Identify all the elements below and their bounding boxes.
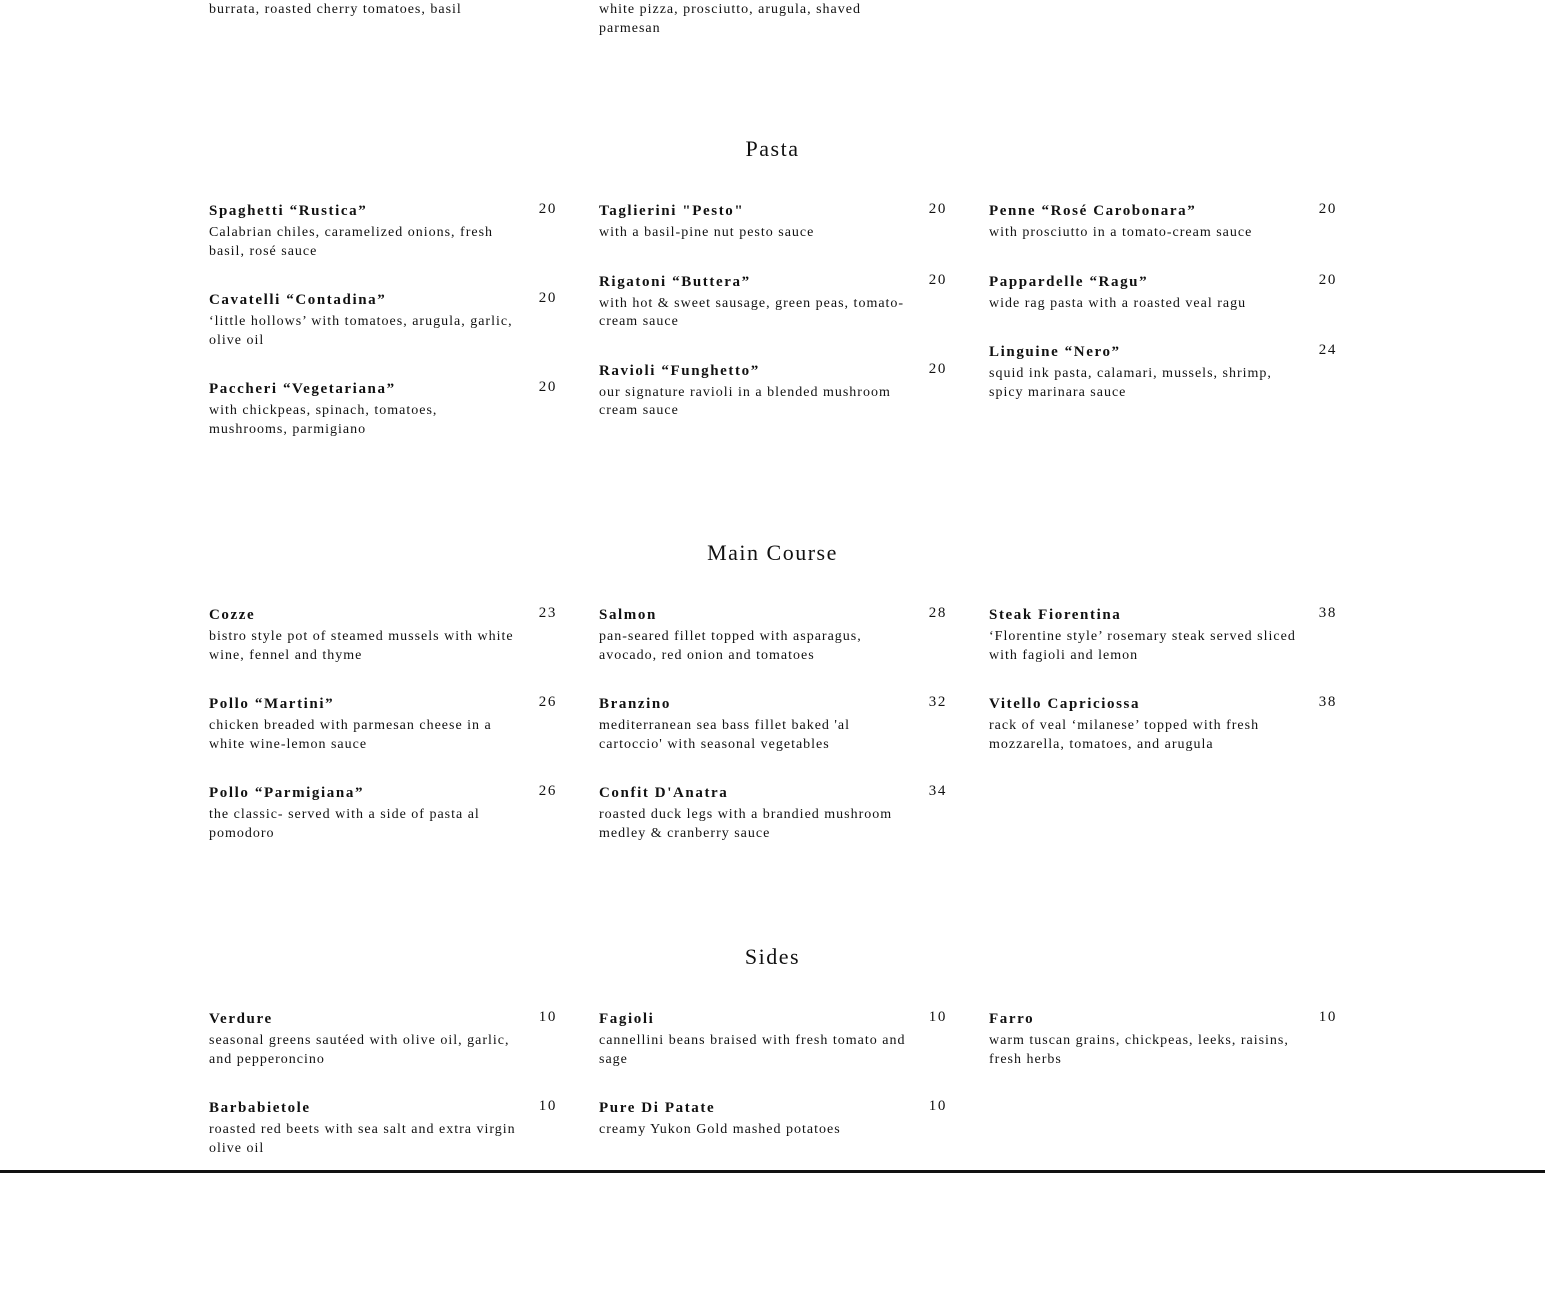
- item-name: Paccheri “Vegetariana”: [209, 381, 396, 397]
- menu-item: [599, 605, 947, 665]
- item-description: mediterranean sea bass fillet baked 'al cartoccio' with seasonal vegetables: [599, 718, 851, 752]
- menu-column: [209, 605, 557, 843]
- item-price: 20: [1318, 201, 1337, 217]
- item-description: with hot & sweet sausage, green peas, tomato-cream sauce: [599, 295, 905, 329]
- item-name: Pure Di Patate: [599, 1100, 716, 1116]
- item-name: Penne “Rosé Carobonara”: [989, 203, 1197, 219]
- item-description: our signature ravioli in a blended mushroom cream sauce: [599, 384, 891, 418]
- menu-item: [989, 1009, 1337, 1069]
- item-description: squid ink pasta, calamari, mussels, shrimp, spicy marinara sauce: [989, 366, 1272, 400]
- item-name: Spaghetti “Rustica”: [209, 203, 368, 219]
- item-price: 20: [928, 360, 947, 377]
- menu-column: [599, 605, 947, 843]
- item-name: Linguine “Nero”: [989, 344, 1121, 360]
- menu-item: [209, 290, 557, 350]
- menu-item: [989, 272, 1337, 314]
- item-price: 20: [1318, 271, 1337, 288]
- item-description: cannellini beans braised with fresh tomato and sage: [599, 1033, 906, 1067]
- item-price: 10: [538, 1098, 557, 1114]
- item-name: Farro: [989, 1011, 1035, 1027]
- item-name: Fagioli: [599, 1011, 655, 1027]
- menu-item: [599, 783, 947, 843]
- item-price: 10: [928, 1098, 947, 1114]
- menu-item: [209, 783, 557, 843]
- item-name: Barbabietole: [209, 1100, 311, 1116]
- item-description: roasted duck legs with a brandied mushroom medley & cranberry sauce: [599, 807, 893, 841]
- menu-item: [599, 1098, 947, 1140]
- section-title: Main Course: [707, 540, 838, 565]
- menu-columns: [209, 201, 1339, 501]
- item-description: chicken breaded with parmesan cheese in a white wine-lemon sauce: [209, 718, 492, 752]
- item-price: 26: [538, 783, 557, 799]
- menu-columns: [209, 605, 1339, 905]
- item-price: 10: [928, 1009, 947, 1025]
- item-description: ‘little hollows’ with tomatoes, arugula, garlic, olive oil: [209, 314, 513, 348]
- item-name: Confit D'Anatra: [599, 785, 729, 801]
- item-name: Branzino: [599, 696, 671, 712]
- menu-item: [209, 1098, 557, 1158]
- item-description: creamy Yukon Gold mashed potatoes: [599, 1122, 841, 1137]
- menu-item: [599, 361, 947, 421]
- item-name: Pollo “Parmigiana”: [209, 785, 365, 801]
- item-price: 20: [928, 271, 947, 288]
- item-name: Pappardelle “Ragu”: [989, 273, 1149, 290]
- menu-item: [599, 272, 947, 332]
- item-description: burrata, roasted cherry tomatoes, basil: [209, 2, 462, 17]
- item-description: the classic- served with a side of pasta al pomodoro: [209, 807, 480, 841]
- item-description: white pizza, prosciutto, arugula, shaved parmesan: [599, 2, 861, 36]
- menu-column: [989, 605, 1337, 754]
- item-description: bistro style pot of steamed mussels with white wine, fennel and thyme: [209, 629, 514, 663]
- item-description: seasonal greens sautéed with olive oil, garlic, and pepperoncino: [209, 1033, 510, 1067]
- item-price: 20: [538, 379, 557, 395]
- item-name: Steak Fiorentina: [989, 607, 1122, 623]
- menu-item: [989, 605, 1337, 665]
- item-description: with chickpeas, spinach, tomatoes, mushrooms, parmigiano: [209, 403, 438, 437]
- item-price: 32: [928, 694, 947, 710]
- item-name: Verdure: [209, 1011, 273, 1027]
- item-price: 24: [1318, 342, 1337, 358]
- item-price: 20: [538, 290, 557, 306]
- item-description: with prosciutto in a tomato-cream sauce: [989, 225, 1253, 240]
- item-price: 23: [538, 605, 557, 621]
- item-name: Cozze: [209, 607, 256, 623]
- item-price: 20: [928, 201, 947, 217]
- section-title: Sides: [744, 944, 801, 969]
- item-name: Salmon: [599, 607, 657, 623]
- item-description: ‘Florentine style’ rosemary steak served sliced with fagioli and lemon: [989, 629, 1296, 663]
- item-price: 10: [1318, 1009, 1337, 1025]
- previous-section-fragment: [0, 0, 1545, 40]
- item-name: Rigatoni “Buttera”: [599, 273, 751, 290]
- item-price: 38: [1318, 605, 1337, 621]
- item-price: 34: [928, 783, 947, 799]
- menu-item: [599, 694, 947, 754]
- menu-column: [209, 201, 557, 439]
- menu-item: [989, 201, 1337, 243]
- menu-item: [209, 605, 557, 665]
- menu-item: [599, 1009, 947, 1069]
- menu-item: [209, 201, 557, 261]
- menu-item: [989, 342, 1337, 402]
- menu-item: [989, 694, 1337, 754]
- menu-columns: [209, 1009, 1339, 1309]
- item-price: 10: [538, 1009, 557, 1025]
- item-description: warm tuscan grains, chickpeas, leeks, raisins, fresh herbs: [989, 1033, 1289, 1067]
- menu-item: [209, 1009, 557, 1069]
- item-description: rack of veal ‘milanese’ topped with fresh mozzarella, tomatoes, and arugula: [989, 718, 1260, 752]
- item-description: pan-seared fillet topped with asparagus, avocado, red onion and tomatoes: [599, 629, 862, 663]
- item-description: with a basil-pine nut pesto sauce: [599, 225, 815, 240]
- item-description: Calabrian chiles, caramelized onions, fresh basil, rosé sauce: [209, 225, 494, 259]
- item-name: Taglierini "Pesto": [599, 203, 745, 219]
- item-name: Ravioli “Funghetto”: [599, 362, 760, 379]
- section-title: Pasta: [745, 136, 800, 161]
- item-price: 26: [538, 694, 557, 710]
- item-price: 38: [1318, 694, 1337, 710]
- item-name: Pollo “Martini”: [209, 696, 335, 712]
- item-price: 20: [538, 201, 557, 217]
- item-description: wide rag pasta with a roasted veal ragu: [989, 295, 1247, 311]
- item-name: Cavatelli “Contadina”: [209, 292, 387, 308]
- item-price: 28: [928, 605, 947, 621]
- menu-column: [209, 1009, 557, 1158]
- menu-column: [989, 201, 1337, 402]
- menu-column: [599, 201, 947, 421]
- menu-column: [599, 1009, 947, 1140]
- menu-column: [989, 1009, 1337, 1069]
- menu-item: [599, 201, 947, 243]
- menu-item: [209, 694, 557, 754]
- menu-item: [209, 379, 557, 439]
- item-name: Vitello Capriciossa: [989, 696, 1141, 712]
- item-description: roasted red beets with sea salt and extra virgin olive oil: [209, 1122, 516, 1156]
